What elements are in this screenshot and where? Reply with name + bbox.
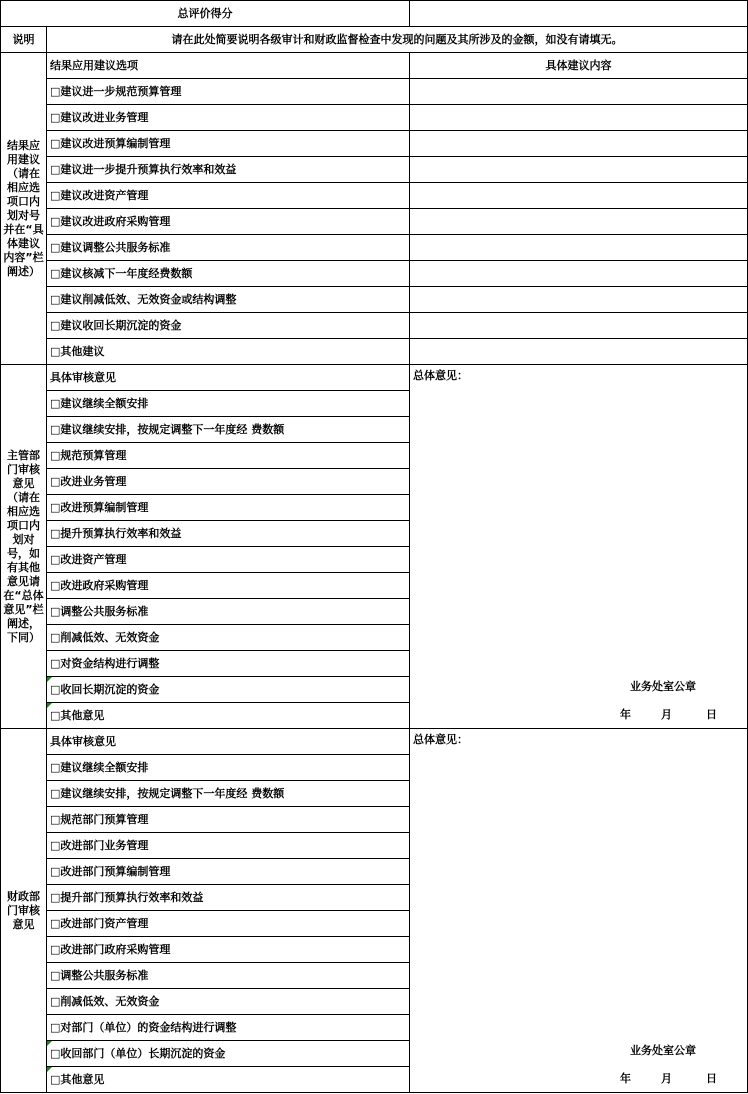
finance-review-date-line bbox=[620, 1072, 717, 1086]
total-score-label: 总评价得分 bbox=[1, 1, 410, 27]
note-row bbox=[1, 27, 748, 53]
finance-review-stamp-label: 业务处室公章 bbox=[630, 1044, 696, 1057]
dept-review-option-checkbox[interactable] bbox=[47, 625, 410, 651]
results-section-label: 结果应用建议（请在相应选项口内划对号并在“具体建议内容”栏阐述） bbox=[1, 53, 47, 365]
results-option-row bbox=[1, 339, 748, 365]
dept-review-option-checkbox[interactable] bbox=[47, 417, 410, 443]
finance-review-overall-opinion-cell[interactable] bbox=[410, 729, 748, 1093]
results-content-cell[interactable] bbox=[410, 105, 748, 131]
finance-review-option-label: □改进部门政府采购管理 bbox=[50, 942, 171, 956]
results-option-row bbox=[1, 157, 748, 183]
finance-review-option-checkbox[interactable] bbox=[47, 911, 410, 937]
finance-review-date-month: 月 bbox=[661, 1072, 672, 1085]
results-content-cell[interactable] bbox=[410, 261, 748, 287]
dept-review-date-day: 日 bbox=[706, 708, 717, 721]
dept-review-date-year: 年 bbox=[620, 708, 631, 721]
dept-review-option-label: □其他意见 bbox=[50, 708, 105, 722]
total-score-value-cell[interactable] bbox=[410, 1, 748, 27]
results-content-cell[interactable] bbox=[410, 339, 748, 365]
finance-review-option-label: □对部门（单位）的资金结构进行调整 bbox=[50, 1020, 237, 1034]
results-option-checkbox[interactable]: □建议进一步规范预算管理 bbox=[47, 79, 410, 105]
finance-review-option-label: □改进部门业务管理 bbox=[50, 838, 149, 852]
results-options-header: 结果应用建议选项 bbox=[47, 53, 410, 79]
dept-review-stamp-label: 业务处室公章 bbox=[630, 680, 696, 693]
comment-marker-icon bbox=[47, 1067, 52, 1072]
finance-review-option-label: □建议继续全额安排 bbox=[50, 760, 149, 774]
finance-review-option-checkbox[interactable] bbox=[47, 781, 410, 807]
results-content-cell[interactable] bbox=[410, 209, 748, 235]
finance-review-option-checkbox[interactable] bbox=[47, 1015, 410, 1041]
dept-review-option-label: □改进业务管理 bbox=[50, 474, 127, 488]
dept-review-option-label: □对资金结构进行调整 bbox=[50, 656, 160, 670]
dept-review-option-checkbox[interactable] bbox=[47, 391, 410, 417]
finance-review-option-checkbox[interactable] bbox=[47, 1041, 410, 1067]
dept-review-option-checkbox[interactable] bbox=[47, 573, 410, 599]
results-option-row bbox=[1, 131, 748, 157]
finance-review-overall-label: 总体意见： bbox=[413, 733, 468, 746]
finance-review-option-label: □其他意见 bbox=[50, 1072, 105, 1086]
dept-review-option-label: □改进资产管理 bbox=[50, 552, 127, 566]
finance-review-option-checkbox[interactable] bbox=[47, 833, 410, 859]
dept-review-overall-label: 总体意见： bbox=[413, 369, 468, 382]
results-option-row bbox=[1, 183, 748, 209]
dept-review-option-checkbox[interactable] bbox=[47, 703, 410, 729]
dept-review-option-checkbox[interactable] bbox=[47, 651, 410, 677]
dept-review-option-checkbox[interactable] bbox=[47, 495, 410, 521]
results-option-row bbox=[1, 105, 748, 131]
finance-review-option-label: □收回部门（单位）长期沉淀的资金 bbox=[50, 1046, 226, 1060]
finance-review-date-year: 年 bbox=[620, 1072, 631, 1085]
results-content-cell[interactable] bbox=[410, 183, 748, 209]
results-header-row bbox=[1, 53, 748, 79]
results-content-cell[interactable] bbox=[410, 157, 748, 183]
finance-review-option-checkbox[interactable] bbox=[47, 989, 410, 1015]
dept-review-option-label: □削减低效、无效资金 bbox=[50, 630, 160, 644]
results-option-checkbox[interactable]: □建议收回长期沉淀的资金 bbox=[47, 313, 410, 339]
dept-review-date-line bbox=[620, 708, 717, 722]
finance-review-option-label: □改进部门资产管理 bbox=[50, 916, 149, 930]
results-option-checkbox[interactable]: □建议改进预算编制管理 bbox=[47, 131, 410, 157]
dept-review-header-row bbox=[1, 365, 748, 391]
results-option-checkbox[interactable]: □建议核减下一年度经费数额 bbox=[47, 261, 410, 287]
results-option-checkbox[interactable]: □建议改进政府采购管理 bbox=[47, 209, 410, 235]
finance-review-option-label: □改进部门预算编制管理 bbox=[50, 864, 171, 878]
finance-review-option-label: □调整公共服务标准 bbox=[50, 968, 149, 982]
dept-review-option-checkbox[interactable] bbox=[47, 521, 410, 547]
results-option-row bbox=[1, 209, 748, 235]
dept-review-option-checkbox[interactable] bbox=[47, 677, 410, 703]
finance-review-option-label: □削减低效、无效资金 bbox=[50, 994, 160, 1008]
results-option-checkbox[interactable]: □建议改进资产管理 bbox=[47, 183, 410, 209]
dept-review-option-label: □改进政府采购管理 bbox=[50, 578, 149, 592]
dept-review-option-checkbox[interactable] bbox=[47, 469, 410, 495]
results-content-cell[interactable] bbox=[410, 313, 748, 339]
dept-review-option-label: □规范预算管理 bbox=[50, 448, 127, 462]
dept-review-option-label: □建议继续全额安排 bbox=[50, 396, 149, 410]
finance-review-option-checkbox[interactable] bbox=[47, 859, 410, 885]
dept-review-option-label: □建议继续安排，按规定调整下一年度经 费数额 bbox=[50, 422, 285, 436]
finance-review-section-label: 财政部门审核意见 bbox=[1, 729, 47, 1093]
results-content-cell[interactable] bbox=[410, 287, 748, 313]
results-option-checkbox[interactable]: □其他建议 bbox=[47, 339, 410, 365]
finance-review-option-label: □提升部门预算执行效率和效益 bbox=[50, 890, 204, 904]
finance-review-option-checkbox[interactable] bbox=[47, 885, 410, 911]
note-text: 请在此处简要说明各级审计和财政监督检查中发现的问题及其所涉及的金额，如没有请填无。 bbox=[47, 27, 748, 53]
results-option-checkbox[interactable]: □建议进一步提升预算执行效率和效益 bbox=[47, 157, 410, 183]
finance-review-option-checkbox[interactable] bbox=[47, 1067, 410, 1093]
finance-review-option-checkbox[interactable] bbox=[47, 963, 410, 989]
results-option-row bbox=[1, 313, 748, 339]
note-label: 说明 bbox=[1, 27, 47, 53]
total-score-row bbox=[1, 1, 748, 27]
finance-review-header-row bbox=[1, 729, 748, 755]
results-option-row bbox=[1, 235, 748, 261]
comment-marker-icon bbox=[47, 1041, 52, 1046]
dept-review-option-checkbox[interactable] bbox=[47, 443, 410, 469]
dept-review-section-label: 主管部门审核意见（请在相应选项口内划对号，如有其他意见请在“总体意见”栏阐述，下同） bbox=[1, 365, 47, 729]
dept-review-option-label: □改进预算编制管理 bbox=[50, 500, 149, 514]
results-content-cell[interactable] bbox=[410, 79, 748, 105]
results-option-row bbox=[1, 287, 748, 313]
dept-review-option-checkbox[interactable] bbox=[47, 599, 410, 625]
dept-review-option-label: □调整公共服务标准 bbox=[50, 604, 149, 618]
finance-review-option-label: □规范部门预算管理 bbox=[50, 812, 149, 826]
results-option-checkbox[interactable]: □建议削减低效、无效资金或结构调整 bbox=[47, 287, 410, 313]
dept-review-option-label: □收回长期沉淀的资金 bbox=[50, 682, 160, 696]
finance-review-date-day: 日 bbox=[706, 1072, 717, 1085]
finance-review-option-label: □建议继续安排，按规定调整下一年度经 费数额 bbox=[50, 786, 285, 800]
finance-review-option-checkbox[interactable] bbox=[47, 937, 410, 963]
finance-review-options-header: 具体审核意见 bbox=[47, 729, 410, 755]
results-content-cell[interactable] bbox=[410, 131, 748, 157]
comment-marker-icon bbox=[47, 677, 52, 682]
results-option-checkbox[interactable]: □建议改进业务管理 bbox=[47, 105, 410, 131]
dept-review-option-label: □提升预算执行效率和效益 bbox=[50, 526, 182, 540]
results-option-checkbox[interactable]: □建议调整公共服务标准 bbox=[47, 235, 410, 261]
dept-review-date-month: 月 bbox=[661, 708, 672, 721]
comment-marker-icon bbox=[47, 703, 52, 708]
results-content-cell[interactable] bbox=[410, 235, 748, 261]
finance-review-option-checkbox[interactable] bbox=[47, 807, 410, 833]
results-content-header: 具体建议内容 bbox=[410, 53, 748, 79]
results-option-row bbox=[1, 79, 748, 105]
dept-review-overall-opinion-cell[interactable] bbox=[410, 365, 748, 729]
results-option-row bbox=[1, 261, 748, 287]
dept-review-option-checkbox[interactable] bbox=[47, 547, 410, 573]
dept-review-options-header: 具体审核意见 bbox=[47, 365, 410, 391]
finance-review-option-checkbox[interactable] bbox=[47, 755, 410, 781]
